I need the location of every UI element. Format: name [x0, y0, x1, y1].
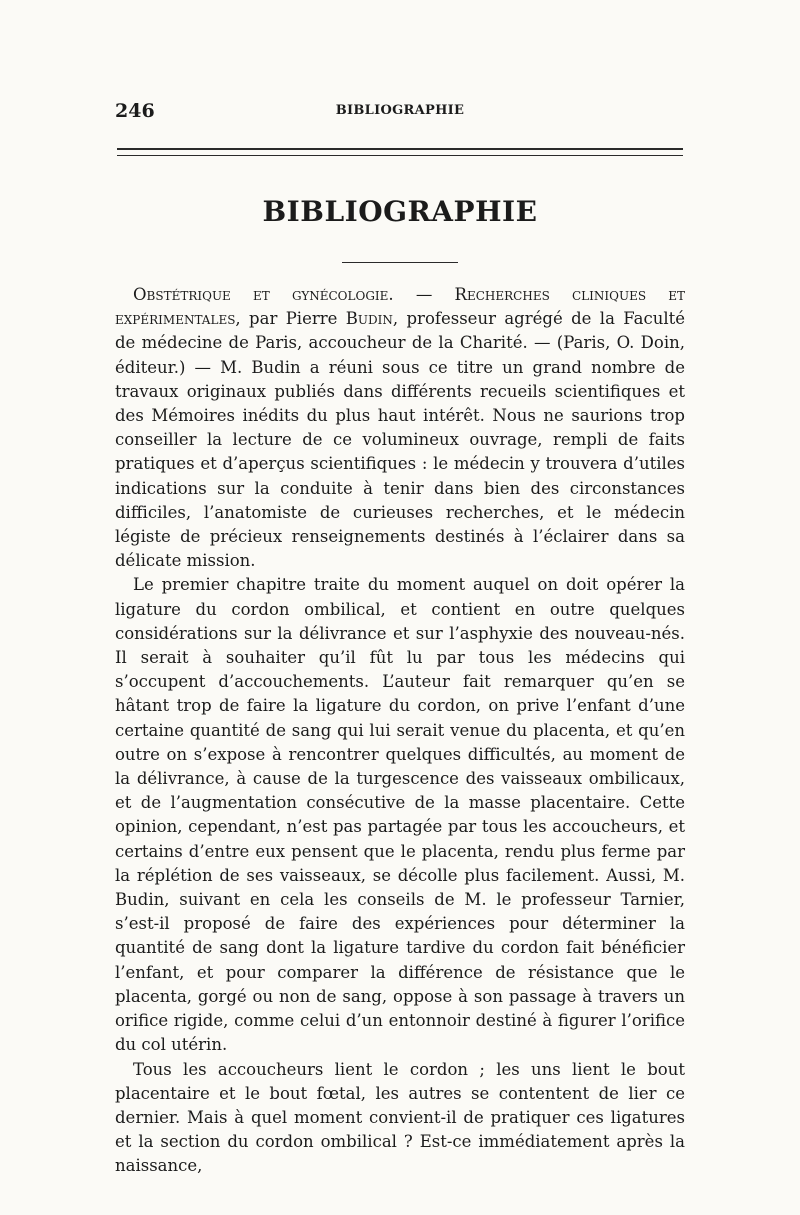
section-title: BIBLIOGRAPHIE — [262, 195, 538, 228]
entry-by: , par Pierre — [235, 309, 346, 329]
paragraph: Le premier chapitre traite du moment auquel on doit opérer la ligature du cordon ombilical, et contient en outre quelques considérations sur la délivrance et sur l’asphyxie des nouveau-nés. Il serait à souhaiter qu’il fût lu par tous les médecins qui s’occupent d’accouchements. L’auteur fait remarquer qu’en se hâtant trop de faire la ligature du cordon, on prive l’enfant d’une certaine quantité de sang qui lui serait venue du placenta, et qu’en outre on s’expose à rencontrer quelques difficultés, au moment de la délivrance, à cause de la turgescence des vaisseaux ombilicaux, et de l’augmentation consécutive de la masse placentaire. Cette opinion, cependant, n’est pas partagée par tous les accoucheurs, et certains d’entre eux pensent que le placenta, rendu plus ferme par la réplétion de ses vaisseaux, se décolle plus facilement. Aussi, M. Budin, suivant en cela les conseils de M. le professeur Tarnier, s’est-il proposé de faire des expériences pour déterminer la quantité de sang dont la ligature tardive du cordon fait bénéficier l’enfant, et pour comparer la différence de résistance que le placenta, gorgé ou non de sang, oppose à son passage à travers un orifice rigide, comme celui d’un entonnoir destiné à figurer l’orifice du col utérin. — [115, 575, 685, 1055]
entry-author: Budin — [345, 309, 393, 329]
body-text — [115, 283, 685, 1179]
entry-work-title: Recherches cliniques et expérimentales — [115, 285, 685, 329]
paragraph: Tous les accoucheurs lient le cordon ; les uns lient le bout placentaire et le bout fœtal, les autres se contentent de lier ce dernier. Mais à quel moment convient-il de pratiquer ces ligatures et la section du cordon ombilical ? Est-ce immédiatement après la naissance, — [115, 1059, 685, 1176]
page-number: 246 — [115, 100, 155, 122]
running-head — [115, 100, 685, 122]
title-rule — [342, 262, 458, 263]
entry-dash: — — [393, 285, 455, 304]
bibliography-entry — [115, 283, 685, 573]
entry-details: , professeur agrégé de la Faculté de médecine de Paris, accoucheur de la Charité. — (Paris, O. Doin, éditeur.) — M. Budin a réuni sous ce titre un grand nombre de travaux originaux publiés dans différents recueils scientifiques et des Mémoires inédits du plus haut intérêt. Nous ne saurions trop conseiller la lecture de ce volumineux ouvrage, rempli de faits pratiques et d’aperçus scientifiques : le médecin y trouvera d’utiles indications sur la conduite à tenir dans bien des circonstances difficiles, l’anatomiste de curieuses recherches, et le médecin légiste de précieux renseignements destinés à l’éclairer dans sa délicate mission. — [115, 309, 685, 571]
entry-subject: Obstétrique et gynécologie. — [133, 285, 394, 304]
header-rule-thick — [117, 148, 683, 150]
header-rule-thin — [117, 155, 683, 156]
running-title: BIBLIOGRAPHIE — [335, 103, 465, 118]
